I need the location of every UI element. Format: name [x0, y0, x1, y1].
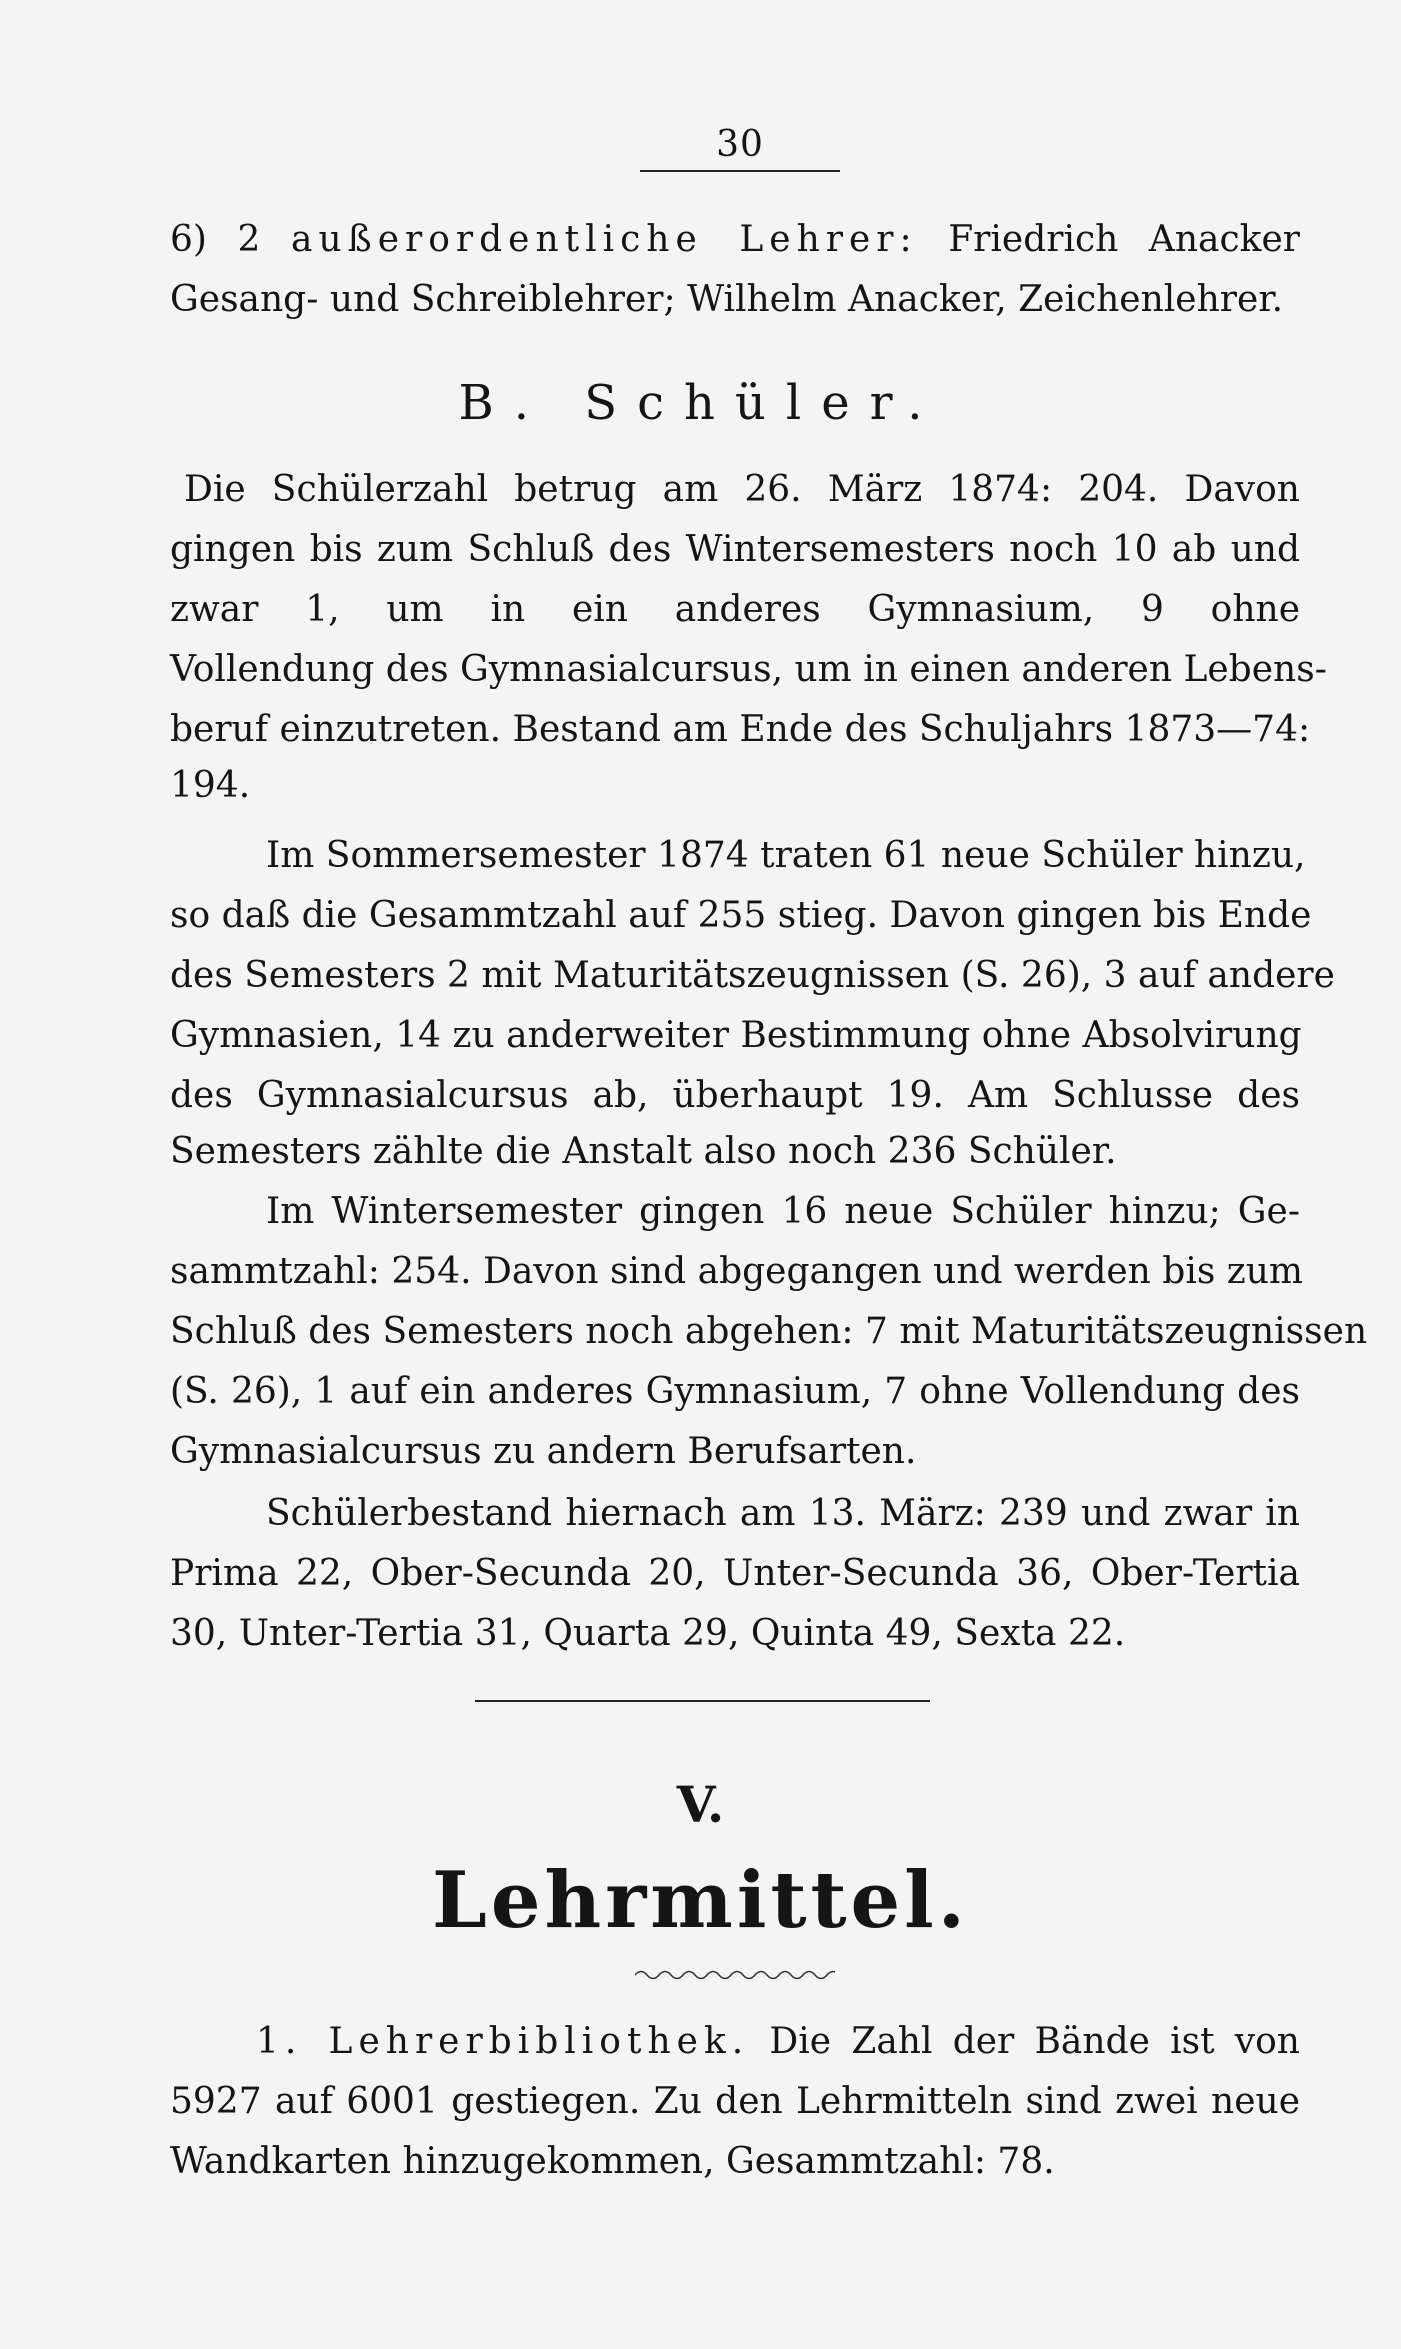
item1-line: 5927 auf 6001 gestiegen. Zu den Lehrmitteln sind zwei neue — [170, 2081, 1300, 2122]
item6-line1 — [170, 216, 1300, 264]
paragraph1-line: zwar 1, um in ein anderes Gymnasium, 9 ohne — [170, 589, 1300, 630]
paragraph4-line: Prima 22, Ober-Secunda 20, Unter-Secunda 36, Ober-Tertia — [170, 1553, 1300, 1594]
paragraph3-line: Im Wintersemester gingen 16 neue Schüler hinzu; Ge- — [266, 1191, 1300, 1232]
item1-line: Wandkarten hinzugekommen, Gesammtzahl: 78. — [170, 2141, 1055, 2182]
item1-label: 1. Lehrerbibliothek. — [256, 2021, 750, 2062]
paragraph2-line: Im Sommersemester 1874 traten 61 neue Schüler hinzu, — [266, 835, 1306, 876]
paragraph1-line: Die Schülerzahl betrug am 26. März 1874: 204. Davon — [184, 469, 1300, 510]
page-number: 30 — [716, 124, 764, 165]
item6-line1-rest: Friedrich Anacker — [948, 219, 1301, 260]
paragraph2-line: des Semesters 2 mit Maturitätszeugnissen (S. 26), 3 auf andere — [170, 955, 1335, 996]
paragraph2-line: so daß die Gesammtzahl auf 255 stieg. Davon gingen bis Ende — [170, 895, 1312, 936]
paragraph2-line: des Gymnasialcursus ab, überhaupt 19. Am Schlusse des — [170, 1075, 1300, 1116]
paragraph2-line: Semesters zählte die Anstalt also noch 236 Schüler. — [170, 1131, 1117, 1172]
paragraph1-line: beruf einzutreten. Bestand am Ende des Schuljahrs 1873—74: — [170, 709, 1311, 750]
item1-line1-rest: Die Zahl der Bände ist von — [769, 2021, 1300, 2062]
item6-number: 6) — [170, 219, 207, 260]
paragraph4-line: Schülerbestand hiernach am 13. März: 239 und zwar in — [266, 1493, 1300, 1534]
section-v-title: Lehrmittel. — [432, 1855, 969, 1946]
paragraph3-line: Gymnasialcursus zu andern Berufsarten. — [170, 1431, 917, 1472]
section-v-numeral: V. — [676, 1775, 725, 1834]
paragraph4-line: 30, Unter-Tertia 31, Quarta 29, Quinta 49, Sexta 22. — [170, 1613, 1126, 1654]
item1-line1 — [170, 2018, 1300, 2066]
item6-count: 2 — [237, 219, 261, 260]
paragraph1-line: gingen bis zum Schluß des Wintersemesters noch 10 ab und — [170, 529, 1300, 570]
ornamental-wave-rule — [635, 1968, 835, 1982]
paragraph3-line: sammtzahl: 254. Davon sind abgegangen und werden bis zum — [170, 1251, 1304, 1292]
paragraph3-line: Schluß des Semesters noch abgehen: 7 mit Maturitätszeugnissen — [170, 1311, 1368, 1352]
page-number-rule — [640, 170, 840, 172]
paragraph3-line: (S. 26), 1 auf ein anderes Gymnasium, 7 ohne Vollendung des — [170, 1371, 1300, 1412]
item6-line2: Gesang- und Schreiblehrer; Wilhelm Anacker, Zeichenlehrer. — [170, 279, 1284, 320]
paragraph1-line: 194. — [170, 765, 251, 806]
section-divider — [475, 1700, 930, 1702]
paragraph2-line: Gymnasien, 14 zu anderweiter Bestimmung ohne Absolvirung — [170, 1015, 1302, 1056]
item6-label: außerordentliche Lehrer: — [291, 219, 918, 260]
section-b-heading: B. Schüler. — [458, 375, 943, 431]
paragraph1-line: Vollendung des Gymnasialcursus, um in einen anderen Lebens- — [170, 649, 1327, 690]
